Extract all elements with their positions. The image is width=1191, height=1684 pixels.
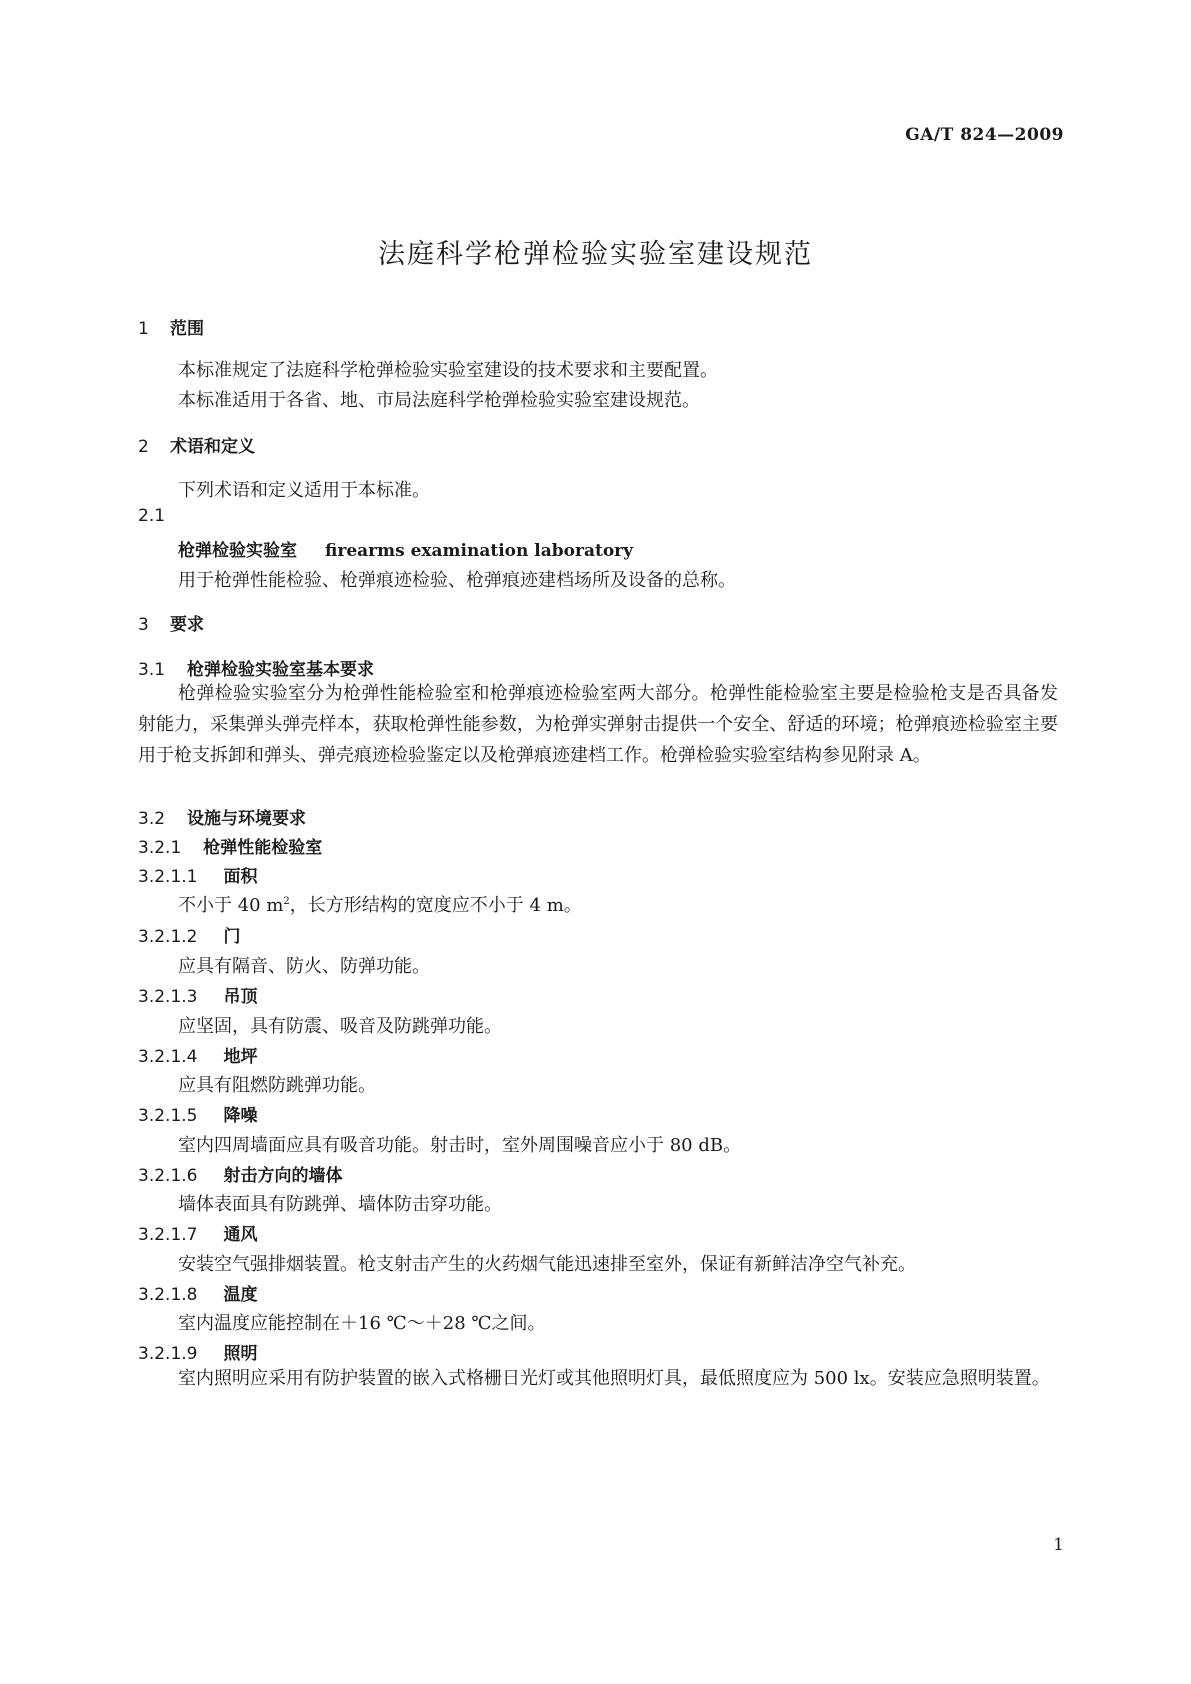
term-entry [178, 536, 1098, 561]
clause-number: 3.2.1.6 [138, 1166, 198, 1186]
clause-body [178, 891, 1098, 917]
clause-body: 墙体表面具有防跳弹、墙体防击穿功能。 [178, 1194, 502, 1215]
clause-heading [138, 1220, 1058, 1245]
clause-heading [138, 1280, 1058, 1305]
clause-number: 3.1 [138, 660, 166, 680]
clause-title: 射击方向的墙体 [223, 1166, 343, 1186]
clause-body: 应坚固，具有防震、吸音及防跳弹功能。 [178, 1016, 502, 1037]
page-number: 1 [1053, 1535, 1064, 1555]
clause-body: 安装空气强排烟装置。枪支射击产生的火药烟气能迅速排至室外，保证有新鲜洁净空气补充。 [178, 1254, 916, 1275]
clause-body: 应具有阻燃防跳弹功能。 [178, 1075, 376, 1096]
clause-title: 降噪 [223, 1106, 258, 1126]
clause-body: 室内照明应采用有防护装置的嵌入式格栅日光灯或其他照明灯具，最低照度应为 500 lx。安装应急照明装置。 [178, 1368, 1050, 1389]
clause-title: 门 [223, 927, 241, 947]
clause-number: 3.2.1.8 [138, 1285, 198, 1305]
clause-number: 3.2.1.5 [138, 1106, 198, 1126]
term-english: firearms examination laboratory [325, 541, 633, 561]
section-2-heading [138, 432, 1058, 457]
clause-heading [138, 982, 1058, 1007]
clause-heading [138, 1161, 1058, 1186]
clause-3-2-1-heading [138, 833, 1058, 858]
clause-body: 应具有隔音、防火、防弹功能。 [178, 956, 430, 977]
section-number: 1 [138, 319, 149, 339]
term-chinese: 枪弹检验实验室 [178, 541, 297, 561]
clause-title: 面积 [223, 867, 258, 887]
clause-3-1-body: 枪弹检验实验室分为枪弹性能检验室和枪弹痕迹检验室两大部分。枪弹性能检验室主要是检验枪支是否具备发射能力，采集弹头弹壳样本，获取枪弹性能参数，为枪弹实弹射击提供一个安全、舒适的环境；枪弹痕迹检验室主要用于枪支拆卸和弹头、弹壳痕迹检验鉴定以及枪弹痕迹建档工作。枪弹检验实验室结构参见附录 A。 [138, 683, 1058, 766]
section-1-heading [138, 314, 1058, 339]
clause-number: 3.2.1.3 [138, 987, 198, 1007]
clause-title: 设施与环境要求 [187, 809, 307, 829]
section-3-heading [138, 610, 1058, 635]
clause-3-1-heading [138, 655, 1058, 680]
section-title: 范围 [170, 319, 204, 339]
paragraph: 下列术语和定义适用于本标准。 [178, 480, 430, 501]
clause-number: 3.2.1.1 [138, 867, 198, 887]
clause-title: 地坪 [223, 1047, 258, 1067]
section-title: 术语和定义 [170, 437, 255, 457]
clause-title: 枪弹性能检验室 [203, 838, 323, 858]
clause-number: 3.2.1.9 [138, 1344, 198, 1364]
clause-body: 室内温度应能控制在＋16 ℃～＋28 ℃之间。 [178, 1313, 546, 1334]
clause-title: 枪弹检验实验室基本要求 [187, 660, 375, 680]
clause-title: 吊顶 [223, 987, 258, 1007]
clause-title: 照明 [223, 1344, 258, 1364]
clause-heading [138, 922, 1058, 947]
standard-code: GA/T 824—2009 [905, 125, 1064, 145]
document-title: 法庭科学枪弹检验实验室建设规范 [378, 239, 813, 270]
section-number: 3 [138, 615, 149, 635]
superscript: 2 [283, 896, 290, 907]
clause-text: ，长方形结构的宽度应不小于 4 m。 [289, 895, 582, 916]
clause-body: 室内四周墙面应具有吸音功能。射击时，室外周围噪音应小于 80 dB。 [178, 1135, 742, 1156]
section-number: 2 [138, 437, 149, 457]
clause-number: 3.2.1 [138, 838, 182, 858]
clause-3-2-heading [138, 804, 1058, 829]
clause-heading [138, 1101, 1058, 1126]
clause-title: 通风 [223, 1225, 258, 1245]
section-title: 要求 [170, 615, 204, 635]
term-number: 2.1 [138, 506, 166, 526]
clause-number: 3.2 [138, 809, 166, 829]
clause-title: 温度 [223, 1285, 258, 1305]
clause-number: 3.2.1.2 [138, 927, 198, 947]
term-definition: 用于枪弹性能检验、枪弹痕迹检验、枪弹痕迹建档场所及设备的总称。 [178, 570, 736, 591]
clause-number: 3.2.1.4 [138, 1047, 198, 1067]
clause-heading [138, 1339, 1058, 1364]
clause-text: 不小于 40 m [178, 895, 284, 916]
clause-heading [138, 1042, 1058, 1067]
clause-heading [138, 862, 1058, 887]
clause-number: 3.2.1.7 [138, 1225, 198, 1245]
paragraph: 本标准规定了法庭科学枪弹检验实验室建设的技术要求和主要配置。 [178, 360, 718, 381]
paragraph: 本标准适用于各省、地、市局法庭科学枪弹检验实验室建设规范。 [178, 390, 700, 411]
